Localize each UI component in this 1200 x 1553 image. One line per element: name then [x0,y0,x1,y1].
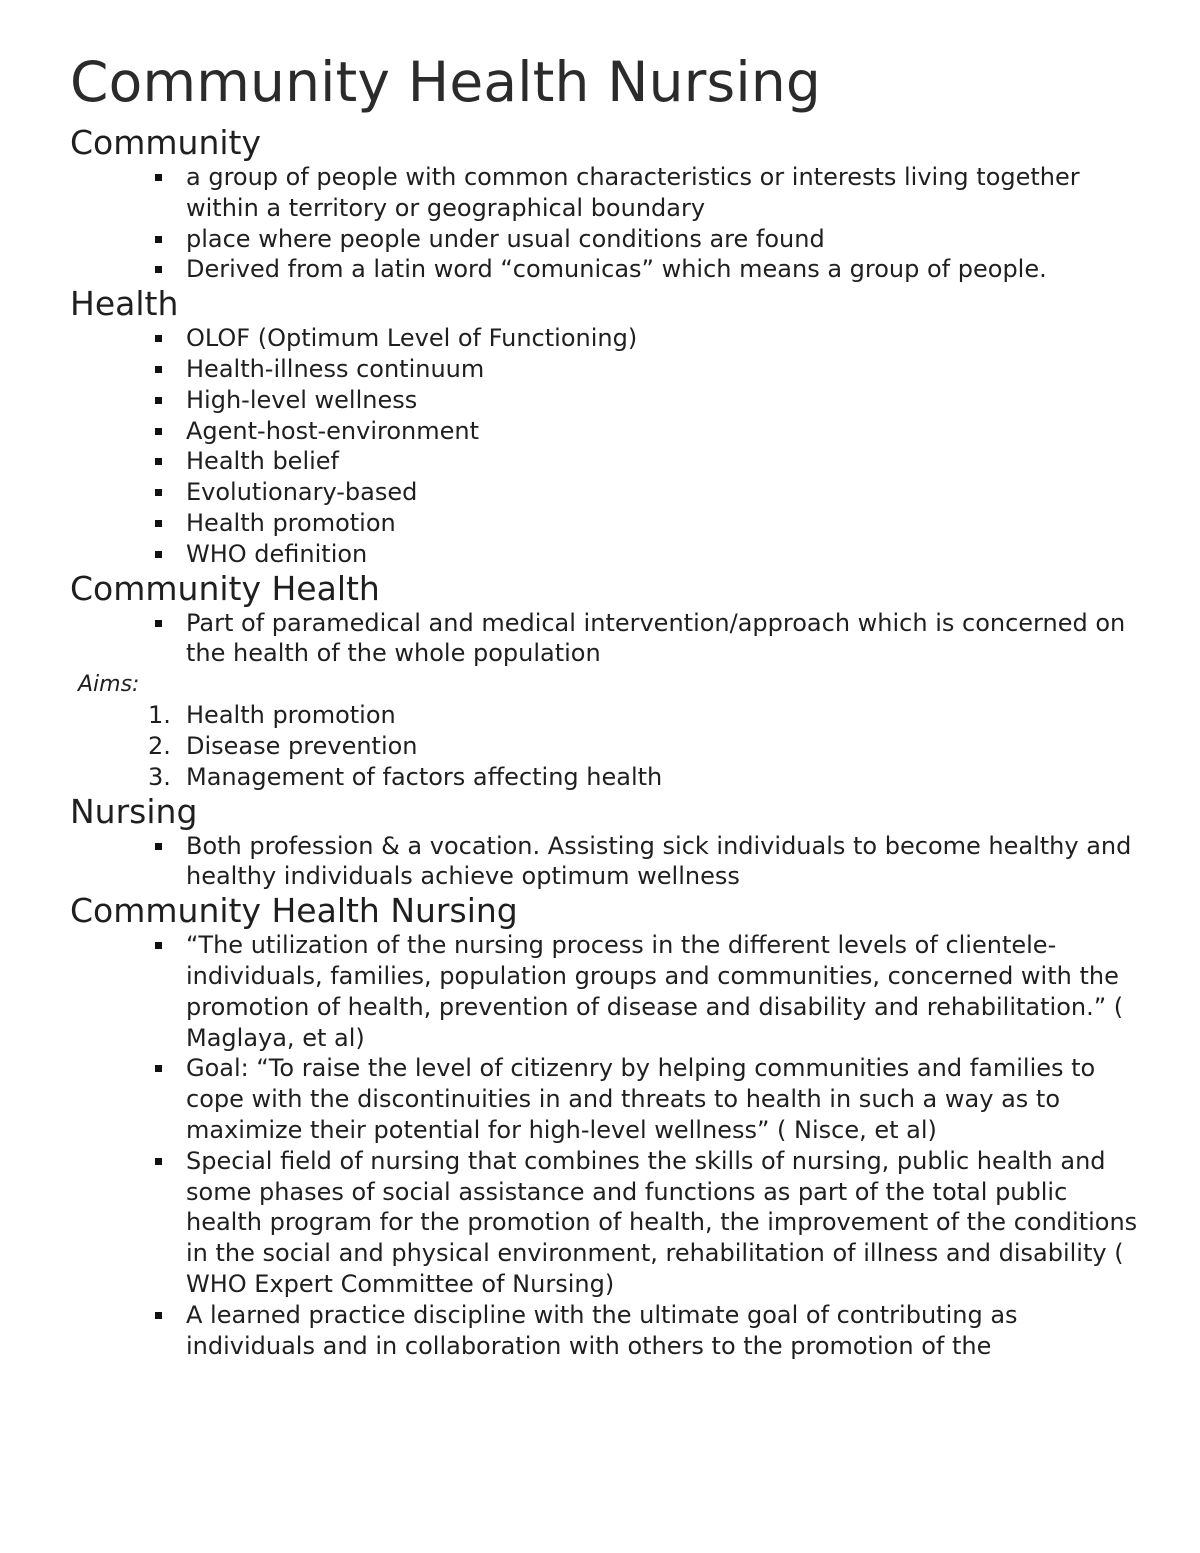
square-bullet-icon [155,428,162,435]
section-heading-community-health-nursing: Community Health Nursing [70,891,518,931]
section-heading-community-health: Community Health [70,568,380,608]
list-item: a group of people with common characteristics or interests living together within a territory or geographical boundary [70,162,1140,224]
list-item: Agent-host-environment [70,416,1140,447]
list-number: 1. [148,701,171,730]
square-bullet-icon [155,174,162,181]
community-health-bullet-list [70,608,1140,670]
square-bullet-icon [155,489,162,496]
list-item: Evolutionary-based [70,477,1140,508]
list-item: Health-illness continuum [70,354,1140,385]
square-bullet-icon [155,397,162,404]
square-bullet-icon [155,942,162,949]
square-bullet-icon [155,266,162,273]
list-item: Part of paramedical and medical intervention/approach which is concerned on the health of the whole population [70,608,1140,670]
list-item: Derived from a latin word “comunicas” which means a group of people. [70,254,1140,285]
section-heading-nursing: Nursing [70,791,198,831]
square-bullet-icon [155,520,162,527]
list-item: 3. Management of factors affecting health [148,762,663,791]
square-bullet-icon [155,458,162,465]
square-bullet-icon [155,366,162,373]
document-title: Community Health Nursing [70,50,822,114]
list-item: “The utilization of the nursing process in the different levels of clientele-individuals, families, population groups and communities, concerned with the promotion of health, prevention of disease and disability and rehabilitation.” ( Maglaya, et al) [70,930,1140,1053]
nursing-bullet-list [70,831,1140,893]
chn-bullet-list [70,930,1140,1361]
list-item: A learned practice discipline with the ultimate goal of contributing as individuals and in collaboration with others to the promotion of the [70,1300,1140,1362]
document-page [70,46,1140,1361]
list-item: Special field of nursing that combines the skills of nursing, public health and some phases of social assistance and functions as part of the total public health program for the promotion of health, the improvement of the conditions in the social and physical environment, rehabilitation of illness and disability ( WHO Expert Committee of Nursing) [70,1146,1140,1300]
square-bullet-icon [155,620,162,627]
list-item: place where people under usual conditions are found [70,224,1140,255]
square-bullet-icon [155,335,162,342]
community-bullet-list [70,162,1140,285]
square-bullet-icon [155,1312,162,1319]
list-item: 2. Disease prevention [148,731,418,760]
list-item: Health promotion [70,508,1140,539]
list-number: 2. [148,731,171,760]
aims-numbered-list [70,700,1140,792]
square-bullet-icon [155,1158,162,1165]
list-item: Goal: “To raise the level of citizenry by helping communities and families to cope with the discontinuities in and threats to health in such a way as to maximize their potential for high-level wellness” ( Nisce, et al) [70,1053,1140,1145]
list-item: High-level wellness [70,385,1140,416]
list-item: Both profession & a vocation. Assisting sick individuals to become healthy and healthy individuals achieve optimum wellness [70,831,1140,893]
section-heading-community: Community [70,123,261,162]
list-number: 3. [148,762,171,791]
list-item: Health belief [70,446,1140,477]
aims-label: Aims: [78,672,140,698]
square-bullet-icon [155,1065,162,1072]
health-bullet-list [70,323,1140,569]
list-item: WHO definition [70,539,1140,570]
square-bullet-icon [155,236,162,243]
list-item: 1. Health promotion [148,701,396,730]
list-item: OLOF (Optimum Level of Functioning) [70,323,1140,354]
section-heading-health: Health [70,284,179,324]
square-bullet-icon [155,551,162,558]
square-bullet-icon [155,843,162,850]
